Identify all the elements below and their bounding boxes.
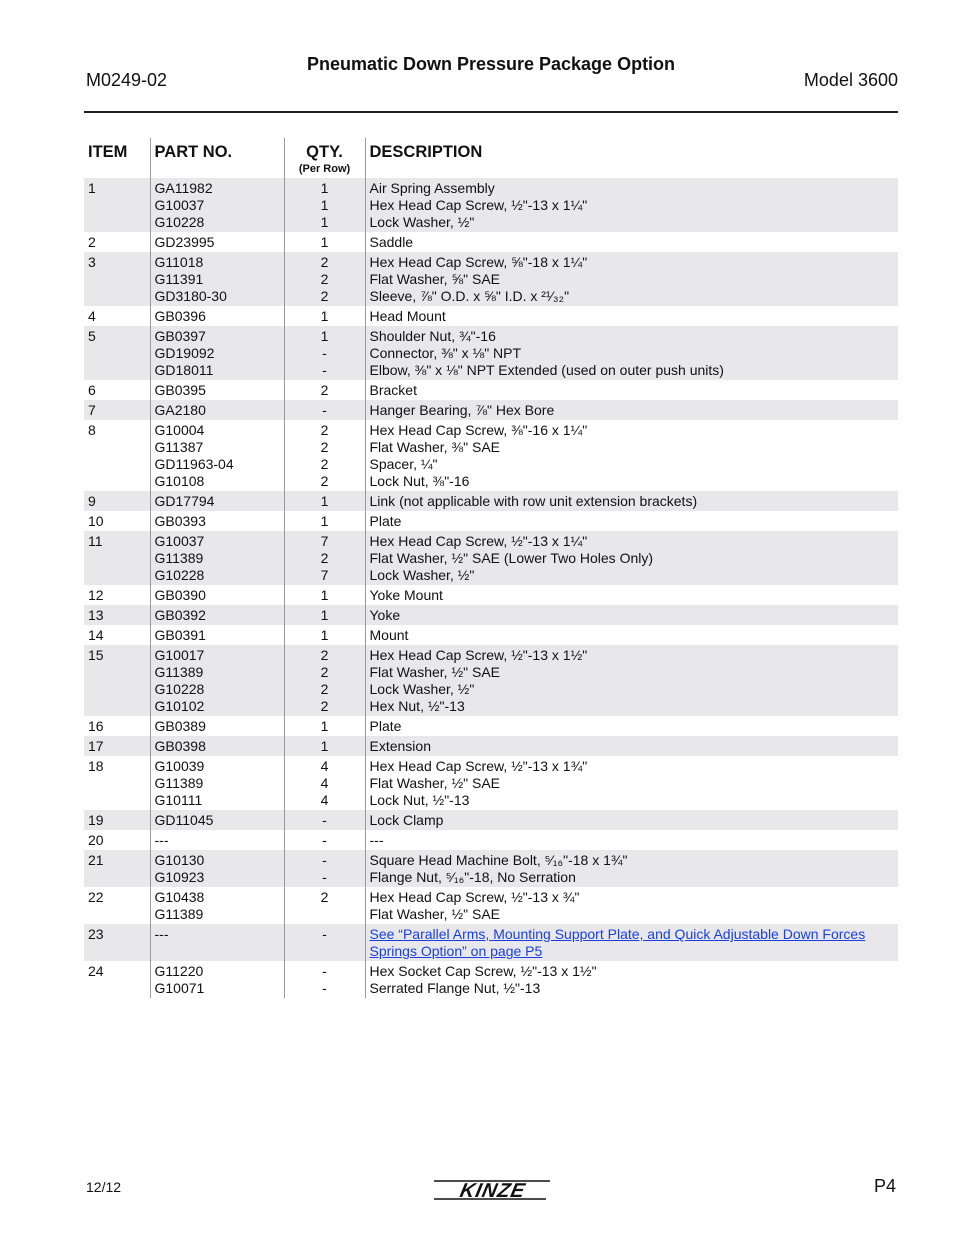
- part-number: G11391: [154, 271, 204, 287]
- part-number-cell: [150, 645, 284, 716]
- quantity: -: [322, 869, 327, 885]
- description-cell: [365, 961, 898, 998]
- part-description: Hex Socket Cap Screw, ½"-13 x 1½": [369, 963, 597, 979]
- part-description: Flange Nut, ⁵⁄₁₆"-18, No Serration: [369, 869, 576, 885]
- quantity: -: [322, 812, 327, 828]
- description-cell: [365, 625, 898, 645]
- table-row: [84, 810, 898, 830]
- part-number-cell: [150, 531, 284, 585]
- item-number: 11: [84, 531, 150, 585]
- part-description: Serrated Flange Nut, ½"-13: [369, 980, 541, 996]
- column-header-qty: [284, 138, 365, 178]
- quantity-cell: [284, 605, 365, 625]
- quantity-cell: [284, 645, 365, 716]
- quantity: 1: [320, 607, 329, 623]
- description-cell: [365, 232, 898, 252]
- part-description: Flat Washer, ½" SAE: [369, 664, 500, 680]
- part-number: G10039: [154, 758, 205, 774]
- part-number: GA2180: [154, 402, 206, 418]
- quantity-cell: [284, 924, 365, 961]
- quantity: 2: [320, 382, 329, 398]
- quantity: 1: [320, 627, 329, 643]
- part-number-cell: [150, 326, 284, 380]
- quantity: -: [322, 980, 327, 996]
- part-description: Flat Washer, ⅝" SAE: [369, 271, 500, 287]
- part-number-cell: [150, 380, 284, 400]
- quantity: 1: [320, 513, 329, 529]
- part-description: Sleeve, ⅞" O.D. x ⅝" I.D. x ²¹⁄₃₂": [369, 288, 570, 304]
- part-description: Extension: [369, 738, 431, 754]
- part-number: G11389: [154, 775, 204, 791]
- part-number: G10923: [154, 869, 205, 885]
- quantity: 1: [320, 718, 329, 734]
- part-number-cell: [150, 400, 284, 420]
- quantity: -: [322, 832, 327, 848]
- quantity: 2: [320, 647, 329, 663]
- page-title: Pneumatic Down Pressure Package Option: [306, 54, 676, 74]
- item-number: 5: [84, 326, 150, 380]
- description-cell: [365, 887, 898, 924]
- part-description: Lock Washer, ½": [369, 567, 475, 583]
- part-description: Hanger Bearing, ⅞" Hex Bore: [369, 402, 555, 418]
- logo-wordmark: KINZE: [457, 1180, 528, 1202]
- part-number-cell: [150, 420, 284, 491]
- quantity: 4: [320, 792, 329, 808]
- part-number: GD11045: [154, 812, 214, 828]
- quantity: 4: [320, 758, 329, 774]
- part-number: G11018: [154, 254, 204, 270]
- part-number-cell: [150, 178, 284, 232]
- part-number: GD19092: [154, 345, 215, 361]
- part-number: G11389: [154, 906, 204, 922]
- table-row: [84, 420, 898, 491]
- part-number: G11220: [154, 963, 204, 979]
- table-row: [84, 716, 898, 736]
- description-cell: [365, 924, 898, 961]
- quantity-cell: [284, 326, 365, 380]
- part-description: Shoulder Nut, ¾"-16: [369, 328, 496, 344]
- quantity: 7: [320, 567, 329, 583]
- quantity-cell: [284, 491, 365, 511]
- part-number: GB0393: [154, 513, 206, 529]
- part-description: Square Head Machine Bolt, ⁵⁄₁₆"-18 x 1¾": [369, 852, 628, 868]
- part-description: Flat Washer, ½" SAE (Lower Two Holes Only): [369, 550, 654, 566]
- quantity-cell: [284, 625, 365, 645]
- item-number: 24: [88, 963, 104, 979]
- quantity: -: [322, 963, 327, 979]
- quantity: [289, 906, 361, 923]
- quantity: 1: [320, 738, 329, 754]
- part-description: Yoke: [369, 607, 401, 623]
- quantity: 2: [320, 889, 329, 905]
- part-number-cell: [150, 625, 284, 645]
- quantity: 2: [320, 254, 329, 270]
- quantity: 2: [320, 439, 329, 455]
- part-number: GB0391: [154, 627, 206, 643]
- qty-header-sublabel: (Per Row): [298, 163, 351, 175]
- quantity: 2: [320, 681, 329, 697]
- header-divider: [84, 111, 898, 113]
- part-description: Lock Nut, ½"-13: [369, 792, 470, 808]
- quantity: 2: [320, 664, 329, 680]
- parts-table: [84, 138, 898, 998]
- description-cell: [365, 252, 898, 306]
- quantity-cell: [284, 511, 365, 531]
- part-description: Plate: [369, 718, 402, 734]
- part-description: Hex Head Cap Screw, ½"-13 x 1½": [369, 647, 588, 663]
- part-number: GB0396: [154, 308, 206, 324]
- quantity-cell: [284, 736, 365, 756]
- description-cell: [365, 850, 898, 887]
- quantity: 2: [320, 422, 329, 438]
- part-number: G10037: [154, 533, 205, 549]
- item-number: 7: [84, 400, 150, 420]
- part-description: Hex Head Cap Screw, ½"-13 x 1¾": [369, 758, 588, 774]
- table-row: [84, 380, 898, 400]
- cross-reference-link-text: See “Parallel Arms, Mounting Support Plate, and Quick Adjustable Down Forces: [369, 926, 866, 942]
- description-cell: [365, 380, 898, 400]
- item-number: 10: [88, 513, 104, 529]
- item-number: 12: [88, 587, 104, 603]
- table-row: [84, 585, 898, 605]
- quantity-cell: [284, 306, 365, 326]
- table-row: [84, 887, 898, 924]
- description-cell: [365, 605, 898, 625]
- table-row: [84, 306, 898, 326]
- quantity: 1: [320, 197, 329, 213]
- part-number-cell: [150, 736, 284, 756]
- column-header-part-no: PART NO.: [150, 138, 284, 178]
- item-number: 3: [84, 252, 150, 306]
- part-number-cell: [150, 924, 284, 961]
- part-number-cell: [150, 887, 284, 924]
- item-number: 21: [84, 850, 150, 887]
- table-header-row: [84, 138, 898, 178]
- column-header-description: DESCRIPTION: [365, 138, 898, 178]
- part-number-cell: [150, 756, 284, 810]
- table-row: [84, 252, 898, 306]
- part-number: GB0398: [154, 738, 206, 754]
- cross-reference-link-text: Springs Option” on page P5: [369, 943, 543, 959]
- quantity-cell: [284, 961, 365, 998]
- item-number: 2: [88, 234, 96, 250]
- part-description: Lock Washer, ½": [369, 214, 475, 230]
- part-number-cell: [150, 585, 284, 605]
- part-number: GB0397: [154, 328, 206, 344]
- part-number: G10228: [154, 214, 205, 230]
- part-number: GB0395: [154, 382, 206, 398]
- part-description: Flat Washer, ⅜" SAE: [369, 439, 500, 455]
- model-label: Model 3600: [803, 70, 898, 90]
- part-description: Elbow, ⅜" x ⅛" NPT Extended (used on outer push units): [369, 362, 724, 378]
- part-number: G10037: [154, 197, 205, 213]
- table-row: [84, 924, 898, 961]
- part-number: GD3180-30: [154, 288, 227, 304]
- quantity: 2: [320, 550, 329, 566]
- description-cell: [365, 326, 898, 380]
- part-number: G10438: [154, 889, 205, 905]
- column-header-item: ITEM: [88, 143, 128, 161]
- table-row: [84, 178, 898, 232]
- part-description: Lock Washer, ½": [369, 681, 475, 697]
- quantity-cell: [284, 420, 365, 491]
- part-description: Flat Washer, ½" SAE: [369, 906, 500, 922]
- revision-date: 12/12: [86, 1179, 122, 1195]
- part-description: Air Spring Assembly: [369, 180, 495, 196]
- part-number-cell: [150, 716, 284, 736]
- item-number: 17: [84, 736, 150, 756]
- part-number: GD11963-04: [154, 456, 234, 472]
- item-number: 4: [88, 308, 96, 324]
- quantity: 4: [320, 775, 329, 791]
- description-cell: [365, 491, 898, 511]
- part-number: GB0389: [154, 718, 206, 734]
- quantity: 1: [320, 587, 329, 603]
- quantity: 1: [320, 328, 329, 344]
- quantity-cell: [284, 380, 365, 400]
- quantity-cell: [284, 810, 365, 830]
- description-cell: [365, 400, 898, 420]
- quantity: -: [322, 402, 327, 418]
- quantity-cell: [284, 585, 365, 605]
- item-number: 15: [84, 645, 150, 716]
- item-number: 14: [88, 627, 104, 643]
- part-description: Hex Nut, ½"-13: [369, 698, 465, 714]
- quantity-cell: [284, 850, 365, 887]
- part-description: Hex Head Cap Screw, ½"-13 x 1¼": [369, 533, 588, 549]
- item-number: 1: [84, 178, 150, 232]
- part-description: Lock Clamp: [369, 812, 444, 828]
- table-row: [84, 232, 898, 252]
- table-row: [84, 400, 898, 420]
- quantity-cell: [284, 232, 365, 252]
- quantity: -: [322, 852, 327, 868]
- part-number-cell: [150, 252, 284, 306]
- quantity: 2: [320, 456, 329, 472]
- item-number: 18: [88, 758, 104, 774]
- part-description: Hex Head Cap Screw, ⅝"-18 x 1¼": [369, 254, 588, 270]
- part-number: G10102: [154, 698, 205, 714]
- part-number: G11387: [154, 439, 204, 455]
- item-number: 16: [88, 718, 104, 734]
- description-cell: [365, 756, 898, 810]
- item-number: 22: [88, 889, 104, 905]
- quantity-cell: [284, 830, 365, 850]
- quantity: 1: [320, 214, 329, 230]
- part-description: Yoke Mount: [369, 587, 443, 603]
- table-row: [84, 491, 898, 511]
- part-description: Hex Head Cap Screw, ½"-13 x ¾": [369, 889, 580, 905]
- part-description: Hex Head Cap Screw, ⅜"-16 x 1¼": [369, 422, 588, 438]
- part-description: Mount: [369, 627, 409, 643]
- part-number: ---: [154, 832, 169, 848]
- item-number: 8: [88, 422, 96, 438]
- part-description: Connector, ⅜" x ⅛" NPT: [369, 345, 522, 361]
- part-number-cell: [150, 511, 284, 531]
- quantity: 1: [320, 180, 329, 196]
- table-row: [84, 605, 898, 625]
- page-number: P4: [873, 1176, 896, 1196]
- document-number: M0249-02: [86, 70, 168, 90]
- quantity: 7: [320, 533, 329, 549]
- description-cell: [365, 178, 898, 232]
- description-cell: [365, 810, 898, 830]
- part-description: Hex Head Cap Screw, ½"-13 x 1¼": [369, 197, 588, 213]
- part-number: G10017: [154, 647, 205, 663]
- table-row: [84, 511, 898, 531]
- quantity-cell: [284, 716, 365, 736]
- part-description: Bracket: [369, 382, 417, 398]
- part-number: G10071: [154, 980, 205, 996]
- part-number-cell: [150, 605, 284, 625]
- table-row: [84, 326, 898, 380]
- quantity: 2: [320, 473, 329, 489]
- part-description: Lock Nut, ⅜"-16: [369, 473, 470, 489]
- item-number: 13: [84, 605, 150, 625]
- part-number: GD17794: [154, 493, 215, 509]
- quantity: 1: [320, 308, 329, 324]
- part-number: ---: [154, 926, 169, 942]
- quantity: 2: [320, 698, 329, 714]
- table-row: [84, 830, 898, 850]
- part-number-cell: [150, 491, 284, 511]
- quantity-cell: [284, 531, 365, 585]
- part-number: G10111: [154, 792, 203, 808]
- quantity-cell: [284, 178, 365, 232]
- part-number: GB0390: [154, 587, 206, 603]
- quantity: 2: [320, 288, 329, 304]
- quantity-cell: [284, 400, 365, 420]
- part-number-cell: [150, 961, 284, 998]
- part-number-cell: [150, 306, 284, 326]
- part-description: Plate: [369, 513, 402, 529]
- quantity-cell: [284, 756, 365, 810]
- quantity-cell: [284, 887, 365, 924]
- quantity: -: [322, 362, 327, 378]
- part-number: G10004: [154, 422, 205, 438]
- part-description: Saddle: [369, 234, 414, 250]
- quantity: 1: [320, 493, 329, 509]
- part-number: G10228: [154, 681, 205, 697]
- table-row: [84, 531, 898, 585]
- table-row: [84, 645, 898, 716]
- item-number: 6: [88, 382, 96, 398]
- part-description: Flat Washer, ½" SAE: [369, 775, 500, 791]
- description-cell: [365, 736, 898, 756]
- qty-header-label: QTY.: [306, 143, 343, 161]
- part-number-cell: [150, 810, 284, 830]
- description-cell: [365, 716, 898, 736]
- table-row: [84, 736, 898, 756]
- parts-table-body: [84, 178, 898, 998]
- part-number: GB0392: [154, 607, 206, 623]
- description-cell: [365, 420, 898, 491]
- part-number: GD18011: [154, 362, 214, 378]
- part-number: G11389: [154, 550, 204, 566]
- quantity: 1: [320, 234, 329, 250]
- part-number-cell: [150, 232, 284, 252]
- table-row: [84, 961, 898, 998]
- part-number: GD23995: [154, 234, 215, 250]
- quantity-cell: [284, 252, 365, 306]
- part-number-cell: [150, 850, 284, 887]
- description-cell: [365, 830, 898, 850]
- part-number: G10130: [154, 852, 205, 868]
- cross-reference-link[interactable]: [370, 926, 895, 960]
- quantity: -: [322, 345, 327, 361]
- item-number: 19: [84, 810, 150, 830]
- description-cell: [365, 645, 898, 716]
- part-description: Head Mount: [369, 308, 446, 324]
- part-description: Link (not applicable with row unit extension brackets): [369, 493, 698, 509]
- part-description: Spacer, ¼": [369, 456, 438, 472]
- item-number: 23: [84, 924, 150, 961]
- part-number: GA11982: [154, 180, 213, 196]
- part-number: G11389: [154, 664, 204, 680]
- part-number: G10228: [154, 567, 205, 583]
- item-number: 20: [88, 832, 104, 848]
- description-cell: [365, 585, 898, 605]
- item-number: 9: [84, 491, 150, 511]
- description-cell: [365, 511, 898, 531]
- part-number: G10108: [154, 473, 205, 489]
- kinze-logo: [432, 1176, 552, 1204]
- table-row: [84, 850, 898, 887]
- part-description: ---: [369, 832, 384, 848]
- description-cell: [365, 306, 898, 326]
- quantity: 2: [320, 271, 329, 287]
- description-cell: [365, 531, 898, 585]
- quantity: -: [322, 926, 327, 942]
- part-number-cell: [150, 830, 284, 850]
- table-row: [84, 756, 898, 810]
- table-row: [84, 625, 898, 645]
